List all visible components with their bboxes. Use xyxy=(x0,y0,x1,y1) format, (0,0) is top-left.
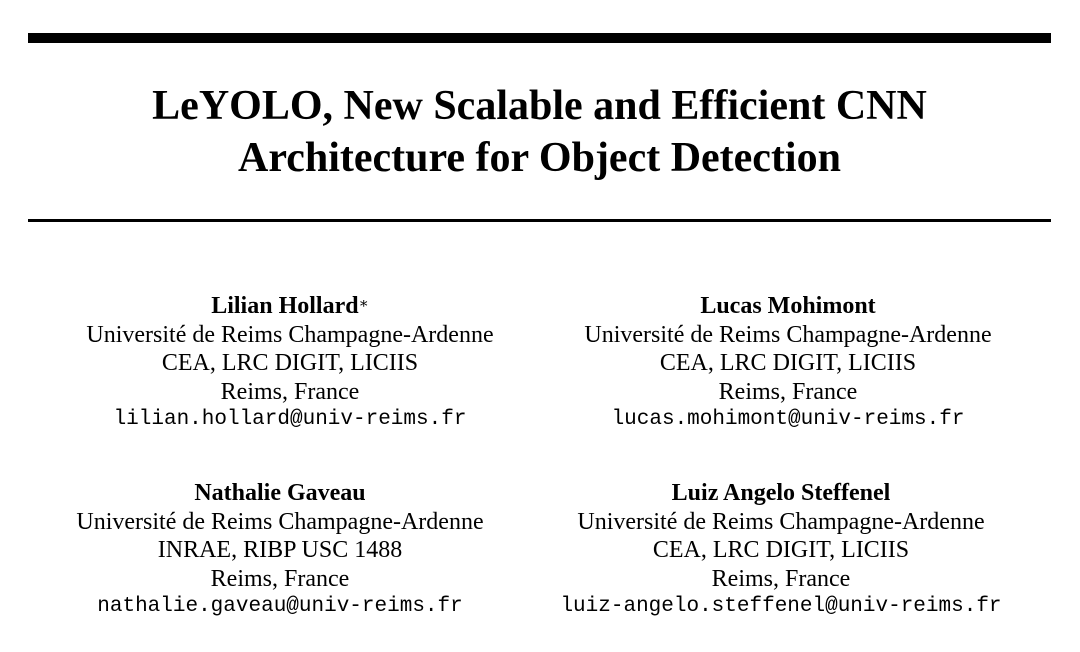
author-name: Lilian Hollard∗ xyxy=(211,293,369,319)
author-location: Reims, France xyxy=(718,378,858,405)
title-line-1: LeYOLO, New Scalable and Efficient CNN xyxy=(152,83,927,129)
author-lab: CEA, LRC DIGIT, LICIIS xyxy=(161,350,419,376)
author-name: Lucas Mohimont xyxy=(700,293,876,319)
author-block-gaveau xyxy=(30,479,530,622)
author-affiliation: Université de Reims Champagne-Ardenne xyxy=(577,508,985,535)
author-lab: CEA, LRC DIGIT, LICIIS xyxy=(652,537,910,563)
author-block-mohimont xyxy=(538,292,1038,435)
author-block-hollard xyxy=(40,292,540,435)
author-location: Reims, France xyxy=(220,378,360,405)
title-bottom-rule xyxy=(28,219,1051,222)
author-name: Luiz Angelo Steffenel xyxy=(671,480,891,506)
author-lab: CEA, LRC DIGIT, LICIIS xyxy=(659,350,917,376)
author-location: Reims, France xyxy=(210,565,350,592)
paper-title xyxy=(28,80,1051,184)
author-email[interactable]: lilian.hollard@univ-reims.fr xyxy=(113,408,467,431)
footnote-mark: ∗ xyxy=(358,296,369,312)
author-affiliation: Université de Reims Champagne-Ardenne xyxy=(76,508,484,535)
author-affiliation: Université de Reims Champagne-Ardenne xyxy=(584,321,992,348)
author-email[interactable]: nathalie.gaveau@univ-reims.fr xyxy=(97,595,463,618)
author-lab: INRAE, RIBP USC 1488 xyxy=(157,537,403,563)
author-name: Nathalie Gaveau xyxy=(194,480,366,506)
author-affiliation: Université de Reims Champagne-Ardenne xyxy=(86,321,494,348)
top-rule xyxy=(28,33,1051,43)
author-block-steffenel xyxy=(531,479,1031,622)
author-email[interactable]: lucas.mohimont@univ-reims.fr xyxy=(611,408,965,431)
title-line-2: Architecture for Object Detection xyxy=(238,135,841,181)
author-email[interactable]: luiz-angelo.steffenel@univ-reims.fr xyxy=(560,595,1002,618)
author-location: Reims, France xyxy=(711,565,851,592)
